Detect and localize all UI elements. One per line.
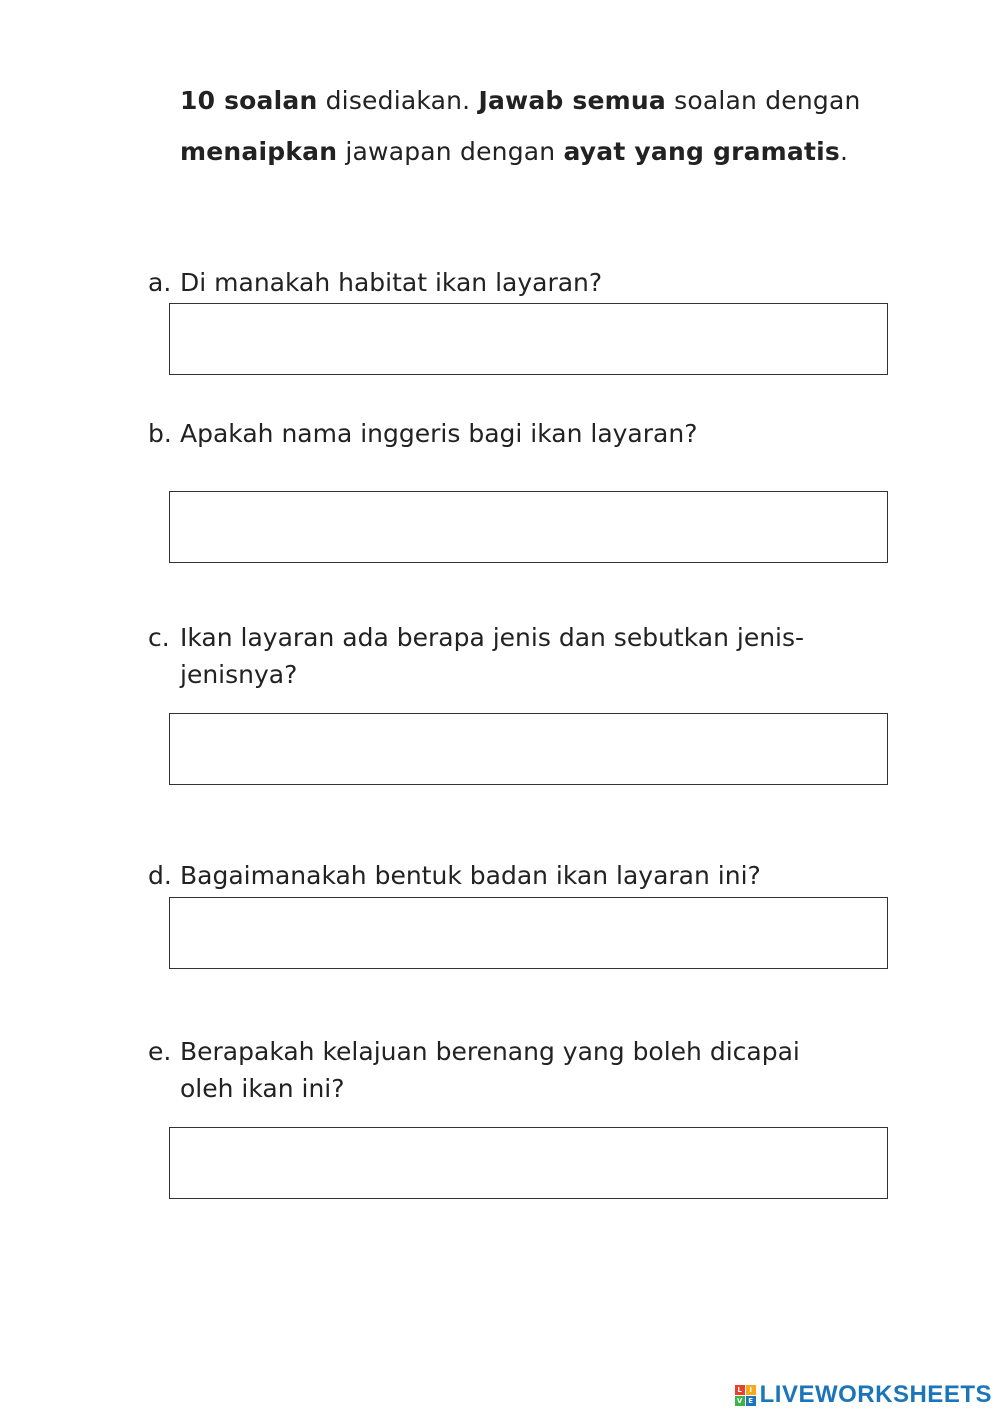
question-text: Berapakah kelajuan berenang yang boleh dicapai <box>180 1037 800 1066</box>
question-text-continued: oleh ikan ini? <box>180 1074 345 1103</box>
question-e <box>148 1033 800 1107</box>
question-text: Di manakah habitat ikan layaran? <box>180 268 603 297</box>
logo-blocks-icon <box>735 1385 756 1406</box>
question-text-continued: jenisnya? <box>180 660 298 689</box>
question-text: Ikan layaran ada berapa jenis dan sebutkan jenis- <box>180 623 805 652</box>
question-letter: e. <box>148 1037 172 1066</box>
answer-input-d[interactable] <box>169 897 888 969</box>
answer-input-c[interactable] <box>169 713 888 785</box>
instr-text: soalan dengan <box>665 86 861 115</box>
question-c <box>148 619 804 693</box>
instructions-line-2 <box>180 137 848 167</box>
question-a <box>148 264 602 301</box>
instr-text: disediakan. <box>317 86 479 115</box>
question-d <box>148 857 761 894</box>
instr-num-questions: 10 soalan <box>180 86 318 115</box>
question-letter: c. <box>148 623 170 652</box>
question-letter: d. <box>148 861 172 890</box>
answer-input-a[interactable] <box>169 303 888 375</box>
question-letter: a. <box>148 268 172 297</box>
question-text: Apakah nama inggeris bagi ikan layaran? <box>180 419 698 448</box>
instr-answer-all: Jawab semua <box>478 86 666 115</box>
logo-block: L <box>735 1385 745 1395</box>
logo-text: LIVEWORKSHEETS <box>759 1381 992 1408</box>
instr-typing: menaipkan <box>180 137 338 166</box>
question-letter: b. <box>148 419 172 448</box>
instr-text: jawapan dengan <box>337 137 564 166</box>
instr-grammatical: ayat yang gramatis <box>563 137 840 166</box>
answer-input-b[interactable] <box>169 491 888 563</box>
liveworksheets-logo <box>735 1381 992 1409</box>
logo-block: I <box>746 1385 756 1395</box>
question-b <box>148 415 697 452</box>
logo-block: V <box>735 1396 745 1406</box>
logo-block: E <box>746 1396 756 1406</box>
answer-input-e[interactable] <box>169 1127 888 1199</box>
question-text: Bagaimanakah bentuk badan ikan layaran ini? <box>180 861 761 890</box>
instructions-line-1 <box>180 86 861 116</box>
instr-text: . <box>840 137 849 166</box>
